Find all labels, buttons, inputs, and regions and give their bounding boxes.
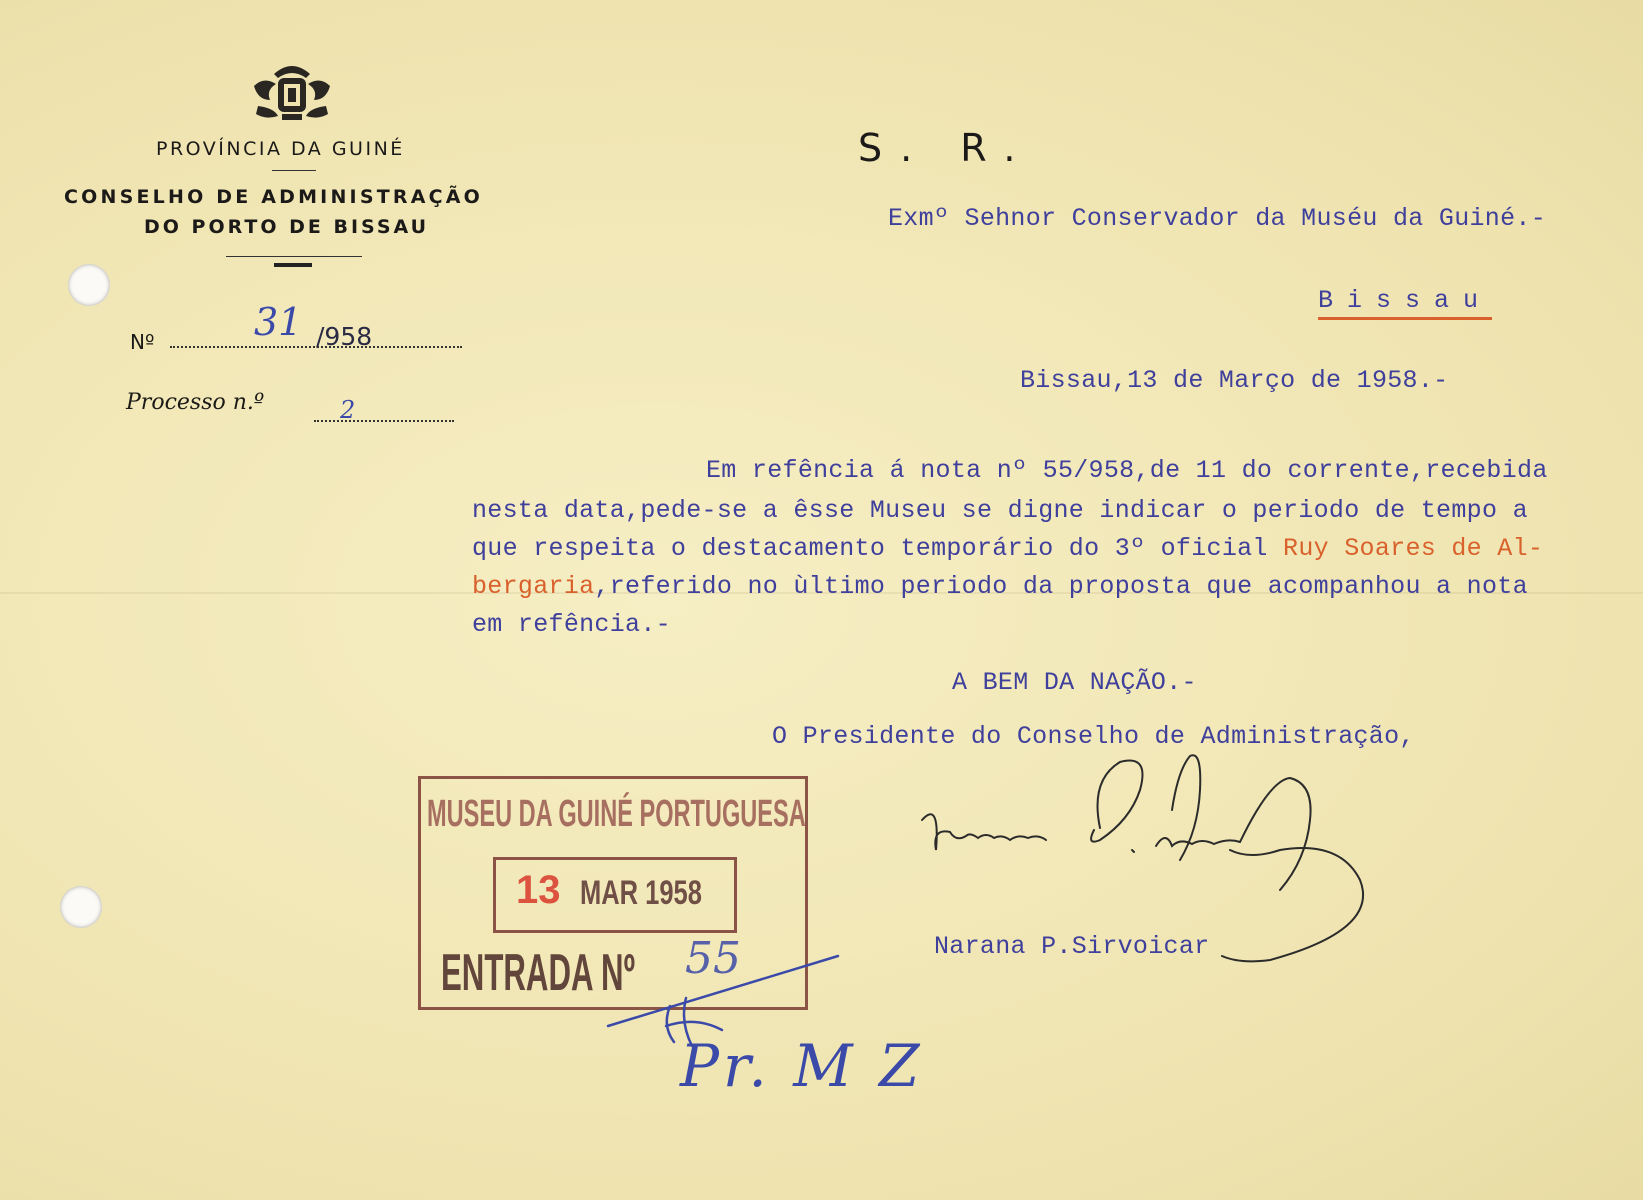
header-divider-short <box>272 170 316 171</box>
stamp-entrada-number: 55 <box>685 933 741 984</box>
number-year: /958 <box>316 322 373 351</box>
process-value: 2 <box>340 396 356 424</box>
body-line-1: Em refência á nota nº 55/958,de 11 do corrente,recebida <box>706 456 1548 485</box>
stamp-museum-name: MUSEU DA GUINÉ PORTUGUESA <box>427 793 806 835</box>
salutation: S. R. <box>858 126 1034 170</box>
handwritten-annotation: Pr. M Z <box>680 1032 924 1100</box>
punch-hole-bottom <box>60 886 102 928</box>
council-heading-line1: CONSELHO DE ADMINISTRAÇÃO <box>64 186 484 208</box>
body-line-5: em refência.- <box>472 610 671 639</box>
body-line-3-text: que respeita o destacamento temporário do 3º oficial <box>472 534 1284 563</box>
addressee-line: Exmº Sehnor Conservador da Muséu da Guiné.- <box>888 204 1547 233</box>
stamp-month-year: MAR 1958 <box>580 874 702 912</box>
punch-hole-top <box>68 264 110 306</box>
officer-name-part2: bergaria <box>472 572 595 601</box>
date-line: Bissau,13 de Março de 1958.- <box>1020 366 1449 395</box>
process-label: Processo n.º <box>126 390 265 415</box>
number-label: Nº <box>130 330 155 354</box>
council-heading-line2: DO PORTO DE BISSAU <box>144 216 430 238</box>
body-line-4 <box>472 572 1528 601</box>
closing-line: A BEM DA NAÇÃO.- <box>952 668 1197 697</box>
coat-of-arms-icon <box>244 56 340 128</box>
stamp-date-box <box>493 857 737 933</box>
city-line: Bissau <box>1318 286 1492 320</box>
header-divider-long <box>226 256 362 257</box>
body-line-2: nesta data,pede-se a êsse Museu se digne indicar o periodo de tempo a <box>472 496 1528 525</box>
signatory-name: Narana P.Sirvoicar <box>934 932 1210 961</box>
stamp-day: 13 <box>516 868 561 912</box>
officer-name-part1: Ruy Soares de Al- <box>1283 534 1544 563</box>
body-line-3 <box>472 534 1543 563</box>
body-line-4-text: ,referido no ùltimo periodo da proposta que acompanhou a nota <box>594 572 1528 601</box>
province-heading: PROVÍNCIA DA GUINÉ <box>156 138 405 160</box>
header-divider-bar <box>274 263 312 267</box>
number-value: 31 <box>254 300 303 344</box>
process-dotted-line <box>314 398 454 422</box>
signatory-title: O Presidente do Conselho de Administração, <box>772 722 1415 751</box>
stamp-entrada-label: ENTRADA Nº <box>441 944 635 1002</box>
